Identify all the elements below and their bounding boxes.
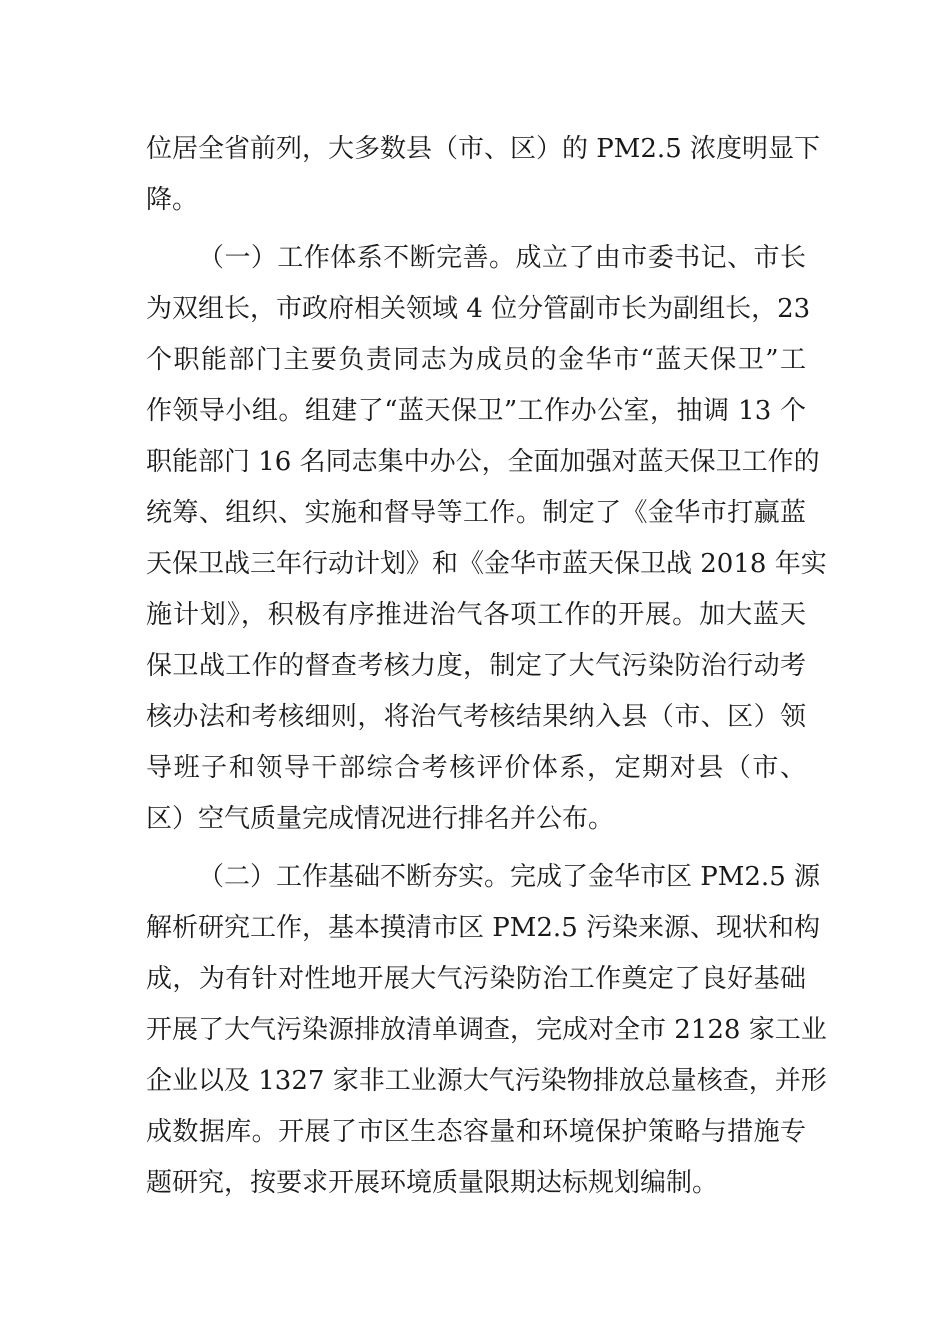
text-line: 企业以及 1327 家非工业源大气污染物排放总量核查，并形 [146, 1066, 827, 1096]
text-line: 施计划》，积极有序推进治气各项工作的开展。加大蓝天 [146, 600, 806, 630]
text-line: 题研究，按要求开展环境质量限期达标规划编制。 [146, 1168, 719, 1198]
text-line: 天保卫战三年行动计划》和《金华市蓝天保卫战 2018 年实 [146, 549, 827, 579]
paragraph-section-1 [146, 233, 827, 845]
paragraph-intro-tail [146, 124, 820, 226]
text-line: 区）空气质量完成情况进行排名并公布。 [146, 804, 615, 834]
text-line: 降。 [146, 185, 199, 215]
text-line: 个职能部门主要负责同志为成员的金华市“蓝天保卫”工 [146, 345, 806, 375]
text-line: 为双组长，市政府相关领域 4 位分管副市长为副组长，23 [146, 294, 811, 324]
text-line: 统筹、组织、实施和督导等工作。制定了《金华市打赢蓝 [146, 498, 806, 528]
text-line: 保卫战工作的督查考核力度，制定了大气污染防治行动考 [146, 651, 806, 681]
section-heading-line: （二）工作基础不断夯实。完成了金华市区 PM2.5 源 [198, 862, 820, 892]
text-line: 位居全省前列，大多数县（市、区）的 PM2.5 浓度明显下 [146, 134, 820, 164]
text-line: 解析研究工作，基本摸清市区 PM2.5 污染来源、现状和构 [146, 913, 820, 943]
section-heading-line: （一）工作体系不断完善。成立了由市委书记、市长 [198, 243, 806, 273]
text-line: 作领导小组。组建了“蓝天保卫”工作办公室，抽调 13 个 [146, 396, 806, 426]
paragraph-section-2 [146, 852, 827, 1209]
text-line: 开展了大气污染源排放清单调查，完成对全市 2128 家工业 [146, 1015, 827, 1045]
document-body [146, 124, 827, 1209]
text-line: 职能部门 16 名同志集中办公，全面加强对蓝天保卫工作的 [146, 447, 820, 477]
text-line: 成数据库。开展了市区生态容量和环境保护策略与措施专 [146, 1117, 806, 1147]
text-line: 核办法和考核细则，将治气考核结果纳入县（市、区）领 [146, 702, 806, 732]
text-line: 导班子和领导干部综合考核评价体系，定期对县（市、 [146, 753, 806, 783]
text-line: 成，为有针对性地开展大气污染防治工作奠定了良好基础 [146, 964, 806, 994]
